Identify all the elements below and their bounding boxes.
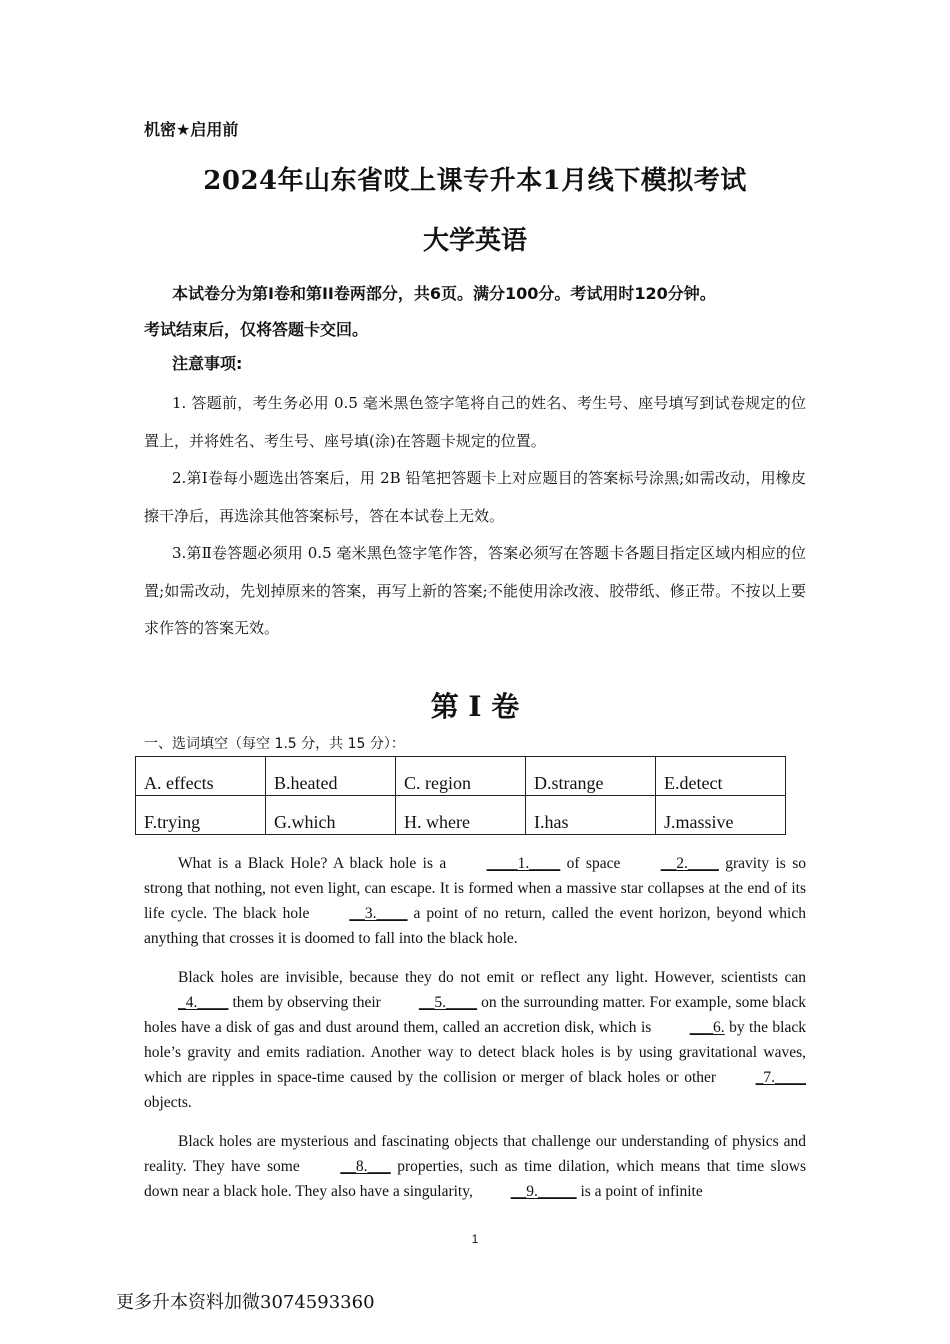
passage-paragraph-2	[144, 965, 806, 1115]
passage-text: What is a Black Hole? A black hole is a	[178, 855, 453, 872]
passage-text: by the black hole’s gravity and emits radiation. Another way to detect black holes is by using gravitational waves, which are ripples in space-time caused by the collision or merger of black holes or other	[144, 1019, 806, 1086]
word-bank-table	[135, 756, 786, 835]
subject-title: 大学英语	[422, 226, 527, 256]
passage-paragraph-1	[144, 851, 806, 951]
passage-text: gravity is so strong that nothing, not even light, can escape. It is formed when a massive star collapses at the end of its life cycle. The black hole	[144, 855, 806, 922]
part-title: 第 I 卷	[430, 690, 520, 723]
passage-text: them by observing their	[228, 994, 385, 1011]
passage-text: properties, such as time dilation, which means that time slows down near a black hole. They also have a singularity,	[144, 1158, 806, 1200]
passage-text: a point of no return, called the event horizon, beyond which anything that crosses it is doomed to fall into the black hole.	[144, 905, 806, 947]
word-option: D.strange	[526, 757, 656, 796]
notes-list	[144, 385, 806, 648]
word-option: C. region	[396, 757, 526, 796]
footer-note: 更多升本资料加微3074593360	[116, 1292, 375, 1313]
notes-title: 注意事项:	[172, 354, 243, 373]
blank-8: __8.___	[340, 1158, 391, 1175]
word-option: G.which	[266, 796, 396, 835]
passage-paragraph-3	[144, 1129, 806, 1204]
intro-line-1: 本试卷分为第I卷和第II卷两部分，共6页。满分100分。考试用时120分钟。	[172, 284, 716, 303]
word-option: I.has	[526, 796, 656, 835]
word-option: B.heated	[266, 757, 396, 796]
passage-text: Black holes are invisible, because they do not emit or reflect any light. However, scientists can	[178, 969, 806, 986]
word-bank-row	[136, 796, 786, 835]
reading-passage	[144, 851, 806, 1218]
blank-1: ____1.____	[486, 855, 561, 872]
note-item-1: 1. 答题前，考生务必用 0.5 毫米黑色签字笔将自己的姓名、考生号、座号填写到试卷规定的位置上，并将姓名、考生号、座号填(涂)在答题卡规定的位置。	[144, 394, 806, 450]
exam-title: 2024年山东省哎上课专升本1月线下模拟考试	[203, 166, 747, 196]
passage-text: of space	[560, 855, 627, 872]
blank-6: ___6.	[689, 1019, 725, 1036]
word-option: H. where	[396, 796, 526, 835]
blank-3: __3.____	[349, 905, 408, 922]
word-option: A. effects	[136, 757, 266, 796]
passage-text: is a point of infinite	[576, 1183, 703, 1200]
blank-5: __5.____	[418, 994, 478, 1011]
intro-text	[144, 276, 812, 348]
word-bank-row	[136, 757, 786, 796]
page-number: 1	[471, 1232, 479, 1246]
passage-text: Black holes are mysterious and fascinating objects that challenge our understanding of physics and reality. They have some	[144, 1133, 806, 1175]
note-item-3: 3.第Ⅱ卷答题必须用 0.5 毫米黑色签字笔作答，答案必须写在答题卡各题目指定区域内相应的位置;如需改动，先划掉原来的答案，再写上新的答案;不能使用涂改液、胶带纸、修正带。不按以上要求作答的答案无效。	[144, 544, 806, 637]
blank-2: __2.____	[660, 855, 719, 872]
section-title: 一、选词填空（每空 1.5 分，共 15 分）：	[144, 736, 405, 752]
word-option: E.detect	[656, 757, 786, 796]
word-option: J.massive	[656, 796, 786, 835]
blank-7: _7.____	[755, 1069, 806, 1086]
note-item-2: 2.第Ⅰ卷每小题选出答案后，用 2B 铅笔把答题卡上对应题目的答案标号涂黑;如需改动，用橡皮擦干净后，再选涂其他答案标号，答在本试卷上无效。	[144, 469, 806, 525]
passage-text: on the surrounding matter. For example, some black holes have a disk of gas and dust around them, called an accretion disk, which is	[144, 994, 806, 1036]
blank-9: __9._____	[510, 1183, 577, 1200]
word-option: F.trying	[136, 796, 266, 835]
confidential-label: 机密★启用前	[144, 120, 239, 139]
intro-line-2: 考试结束后，仅将答题卡交回。	[144, 320, 369, 339]
blank-4: _4.____	[178, 994, 229, 1011]
passage-text: objects.	[144, 1094, 192, 1111]
